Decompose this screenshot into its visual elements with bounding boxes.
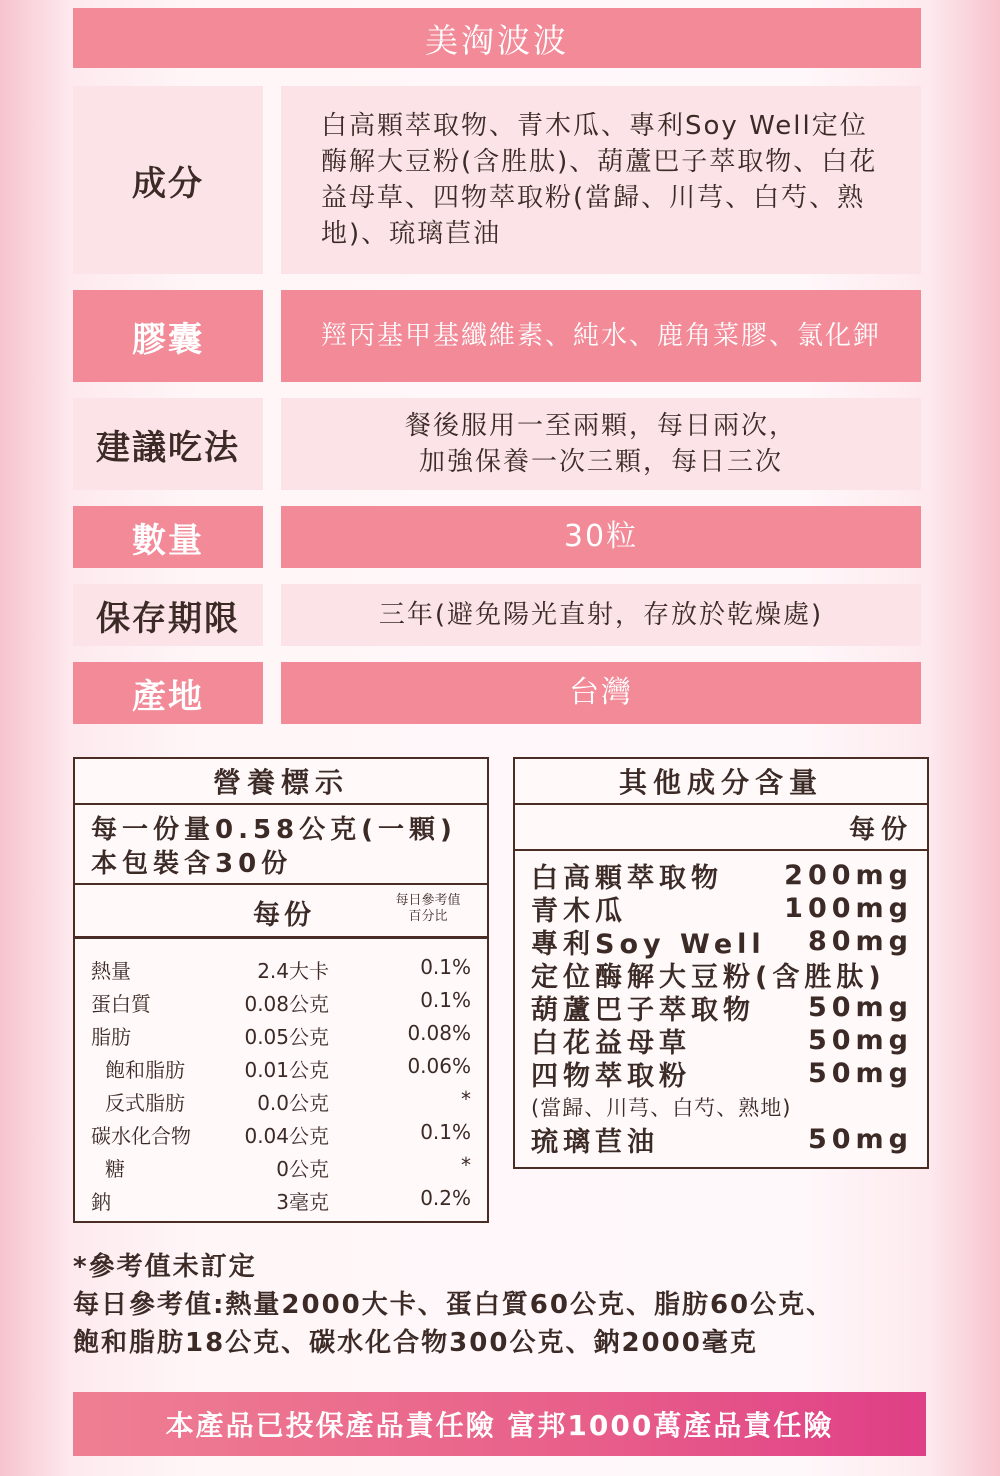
other-ingredient-row: [531, 958, 913, 991]
origin-text: 台灣: [569, 675, 633, 710]
nutrient-value: 2.4大卡: [257, 959, 329, 983]
label-usage: 建議吃法: [73, 398, 263, 490]
shelf-life-text: 三年(避免陽光直射，存放於乾燥處): [378, 600, 824, 630]
per-serving-header: 每份: [253, 900, 315, 931]
nutrient-name: 碳水化合物: [91, 1124, 191, 1148]
usage-line-2: 加強保養一次三顆，每日三次: [418, 447, 783, 477]
other-ingredients-box: [513, 757, 929, 1169]
ingredient-name: 定位酶解大豆粉(含胜肽): [531, 962, 886, 993]
other-ingredient-row: [531, 1123, 913, 1156]
nutrient-pct: *: [461, 1087, 471, 1111]
value-capsule: [281, 290, 921, 382]
insurance-text: 本產品已投保產品責任險 富邦1000萬產品責任險: [165, 1409, 834, 1442]
nutrient-value: 0.05公克: [244, 1025, 329, 1049]
nutrient-name: 糖: [105, 1157, 125, 1181]
label-shelf-life: 保存期限: [73, 584, 263, 646]
nutrient-pct: 0.08%: [407, 1021, 471, 1045]
ingredient-amount: 80mg: [807, 926, 913, 957]
ingredient-name: 葫蘆巴子萃取物: [531, 995, 755, 1026]
other-ingredient-row: [531, 925, 913, 958]
value-shelf-life: [281, 584, 921, 646]
value-usage: [281, 398, 921, 490]
ingredient-name: 白高顆萃取物: [531, 863, 723, 894]
other-ingredients-title: 其他成分含量: [515, 759, 927, 805]
serving-info: [75, 805, 487, 885]
nutrient-name: 飽和脂肪: [105, 1058, 185, 1082]
daily-value-header-line-1: 每日參考值: [395, 893, 461, 908]
product-title-bar: [73, 8, 921, 68]
serving-size: 每一份量0.58公克(一顆): [91, 815, 457, 845]
nutrition-row: [75, 1118, 487, 1151]
nutrient-name: 蛋白質: [91, 992, 151, 1016]
usage-line-1: 餐後服用一至兩顆，每日兩次，: [404, 411, 797, 441]
label-capsule: 膠囊: [73, 290, 263, 382]
label-ingredients: 成分: [73, 86, 263, 274]
ingredient-name: 四物萃取粉: [531, 1061, 691, 1092]
other-ingredient-row: [531, 892, 913, 925]
nutrition-column-header: [75, 885, 487, 939]
nutrient-value: 0.08公克: [244, 992, 329, 1016]
nutrition-facts-box: [73, 757, 489, 1223]
other-ingredient-row: [531, 859, 913, 892]
other-ingredients-list: [515, 851, 927, 1156]
nutrient-value: 0公克: [276, 1157, 329, 1181]
nutrient-pct: 0.06%: [407, 1054, 471, 1078]
note-line-1: *參考值未訂定: [73, 1252, 257, 1282]
label-quantity: 數量: [73, 506, 263, 568]
note-line-3: 飽和脂肪18公克、碳水化合物300公克、鈉2000毫克: [73, 1328, 758, 1358]
nutrient-value: 0.0公克: [257, 1091, 329, 1115]
daily-value-header: [383, 893, 473, 925]
other-ingredient-row: [531, 1024, 913, 1057]
nutrient-pct: 0.1%: [420, 988, 471, 1012]
ingredient-name: 琉璃苣油: [531, 1127, 659, 1158]
nutrition-row: [75, 953, 487, 986]
nutrient-pct: *: [461, 1153, 471, 1177]
daily-value-header-line-2: 百分比: [408, 909, 448, 924]
nutrient-value: 3毫克: [276, 1190, 329, 1214]
other-per-serving: 每份: [515, 805, 927, 851]
servings-per-pack: 本包裝含30份: [91, 849, 293, 879]
nutrient-name: 反式脂肪: [105, 1091, 185, 1115]
note-line-2: 每日參考值:熱量2000大卡、蛋白質60公克、脂肪60公克、: [73, 1290, 835, 1320]
nutrition-row: [75, 986, 487, 1019]
nutrient-pct: 0.2%: [420, 1186, 471, 1210]
ingredient-amount: 50mg: [807, 1058, 913, 1089]
nutrient-value: 0.04公克: [244, 1124, 329, 1148]
ingredient-name: 白花益母草: [531, 1028, 691, 1059]
nutrition-rows: [75, 939, 487, 1217]
label-origin: 產地: [73, 662, 263, 724]
nutrient-value: 0.01公克: [244, 1058, 329, 1082]
ingredient-amount: 50mg: [807, 992, 913, 1023]
nutrition-row: [75, 1184, 487, 1217]
ingredient-name: 專利Soy Well: [531, 929, 766, 960]
ingredient-amount: 100mg: [784, 893, 913, 924]
nutrition-row: [75, 1151, 487, 1184]
nutrient-name: 熱量: [91, 959, 131, 983]
insurance-banner: [73, 1392, 926, 1456]
quantity-text: 30粒: [563, 519, 639, 554]
ingredient-name: 青木瓜: [531, 896, 627, 927]
value-origin: [281, 662, 921, 724]
ingredient-amount: 50mg: [807, 1025, 913, 1056]
ingredient-name: (當歸、川芎、白芍、熟地): [531, 1095, 792, 1120]
value-quantity: [281, 506, 921, 568]
reference-notes: [73, 1248, 953, 1362]
nutrient-pct: 0.1%: [420, 955, 471, 979]
other-ingredient-row: [531, 1057, 913, 1090]
nutrient-name: 脂肪: [91, 1025, 131, 1049]
nutrient-pct: 0.1%: [420, 1120, 471, 1144]
capsule-text: 羥丙基甲基纖維素、純水、鹿角菜膠、氯化鉀: [321, 321, 882, 351]
value-ingredients: [281, 86, 921, 274]
ingredients-text: 白高顆萃取物、青木瓜、專利Soy Well定位酶解大豆粉(含胜肽)、葫蘆巴子萃取物、白花益母草、四物萃取粉(當歸、川芎、白芍、熟地)、琉璃苣油: [321, 111, 878, 249]
nutrition-title: 營養標示: [75, 759, 487, 805]
nutrient-name: 鈉: [91, 1190, 111, 1214]
ingredient-amount: 50mg: [807, 1124, 913, 1155]
nutrition-row: [75, 1085, 487, 1118]
other-ingredient-row: [531, 991, 913, 1024]
product-name: 美洶波波: [425, 20, 569, 60]
other-ingredient-row: [531, 1090, 913, 1123]
nutrition-row: [75, 1019, 487, 1052]
nutrition-row: [75, 1052, 487, 1085]
ingredient-amount: 200mg: [784, 860, 913, 891]
